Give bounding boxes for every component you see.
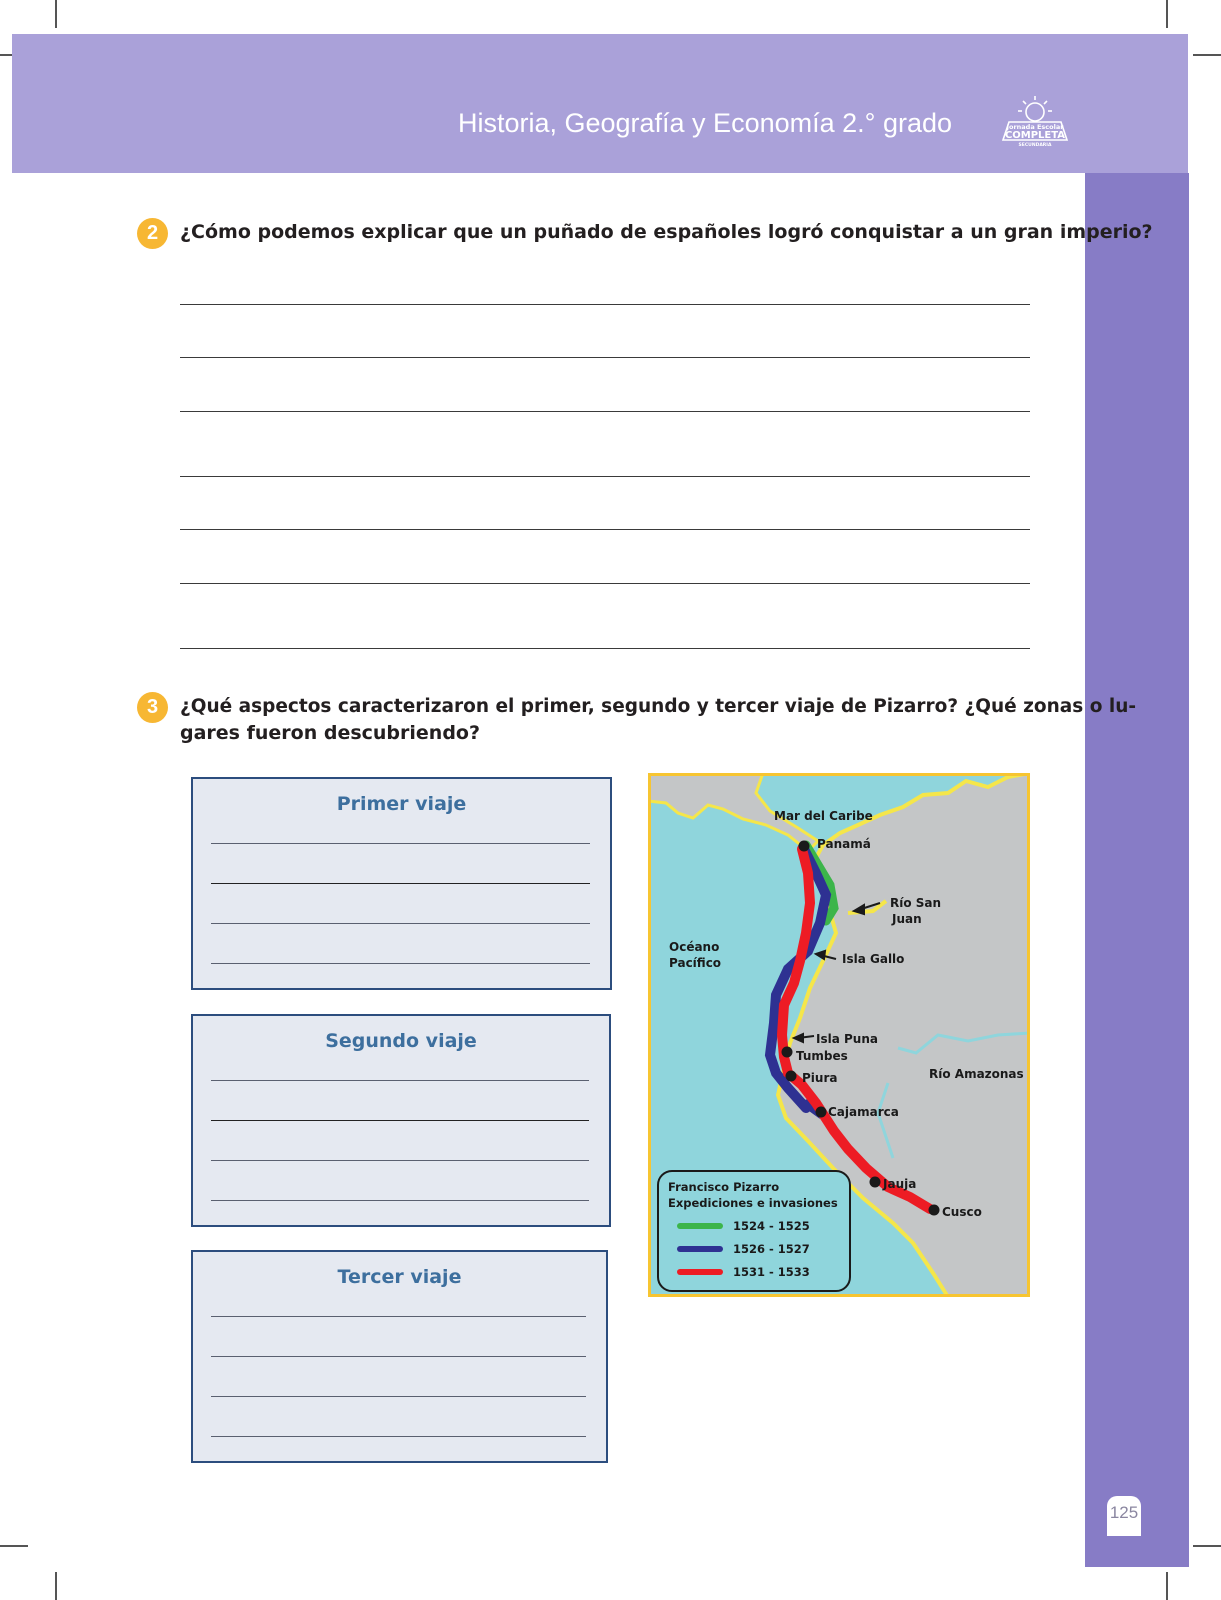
question-text-line-2: gares fueron descubriendo?	[180, 722, 481, 744]
answer-line[interactable]	[211, 1080, 589, 1081]
crop-mark	[1166, 0, 1168, 28]
svg-text:Jornada Escolar: Jornada Escolar	[1006, 123, 1064, 131]
legend-label: 1531 - 1533	[733, 1265, 810, 1279]
cajamarca-marker	[816, 1107, 827, 1118]
label-mar-caribe: Mar del Caribe	[774, 809, 873, 823]
answer-line[interactable]	[211, 1356, 586, 1357]
question-number: 3	[137, 692, 168, 723]
label-isla-puna: Isla Puna	[816, 1032, 878, 1046]
answer-line[interactable]	[211, 1436, 586, 1437]
answer-line[interactable]	[180, 529, 1030, 530]
label-rio-san-juan: Juan	[892, 912, 922, 926]
answer-line[interactable]	[211, 883, 590, 884]
crop-mark	[1166, 1572, 1168, 1600]
answer-line[interactable]	[180, 476, 1030, 477]
piura-marker	[786, 1071, 797, 1082]
legend-label: 1524 - 1525	[733, 1219, 810, 1233]
legend-subtitle: Expediciones e invasiones	[668, 1196, 838, 1210]
svg-text:COMPLETA: COMPLETA	[1004, 130, 1066, 141]
jornada-escolar-completa-logo	[995, 94, 1075, 152]
crop-mark	[0, 1545, 28, 1547]
label-piura: Piura	[802, 1071, 838, 1085]
answer-line[interactable]	[211, 1316, 586, 1317]
crop-mark	[1193, 1545, 1221, 1547]
second-trip-box	[191, 1014, 611, 1227]
answer-line[interactable]	[180, 648, 1030, 649]
jauja-marker	[870, 1177, 881, 1188]
label-oceano-pacifico: Pacífico	[669, 956, 722, 970]
page-number: 125	[1107, 1496, 1141, 1536]
label-rio-amazonas: Río Amazonas	[929, 1067, 1024, 1081]
legend-label: 1526 - 1527	[733, 1242, 810, 1256]
label-cajamarca: Cajamarca	[828, 1105, 899, 1119]
first-trip-title: Primer viaje	[336, 793, 467, 815]
map-legend	[658, 1171, 850, 1291]
label-isla-gallo: Isla Gallo	[842, 952, 905, 966]
label-tumbes: Tumbes	[796, 1049, 848, 1063]
label-oceano-pacifico: Océano	[669, 940, 720, 954]
side-bar	[1085, 173, 1189, 1567]
label-rio-san-juan: Río San	[890, 896, 942, 910]
third-trip-title: Tercer viaje	[337, 1266, 462, 1288]
svg-text:SECUNDARIA: SECUNDARIA	[1018, 143, 1052, 148]
panama-marker	[799, 841, 810, 852]
label-cusco: Cusco	[942, 1205, 982, 1219]
tumbes-marker	[782, 1047, 793, 1058]
second-trip-title: Segundo viaje	[325, 1030, 477, 1052]
label-jauja: Jauja	[883, 1177, 917, 1191]
cusco-marker	[929, 1205, 940, 1216]
answer-line[interactable]	[180, 304, 1030, 305]
answer-line[interactable]	[180, 583, 1030, 584]
crop-mark	[55, 0, 57, 28]
answer-line[interactable]	[211, 963, 590, 964]
pizarro-expeditions-map	[648, 773, 1030, 1297]
third-trip-box	[191, 1250, 608, 1463]
answer-line[interactable]	[211, 1396, 586, 1397]
label-panama: Panamá	[817, 837, 871, 851]
first-trip-box	[191, 777, 612, 990]
question-text-line-1: ¿Qué aspectos caracterizaron el primer, segundo y tercer viaje de Pizarro? ¿Qué zonas o lu-	[180, 696, 1137, 717]
answer-line[interactable]	[180, 357, 1030, 358]
answer-line[interactable]	[211, 843, 590, 844]
answer-line[interactable]	[211, 923, 590, 924]
answer-line[interactable]	[211, 1120, 589, 1121]
header-title: Historia, Geografía y Economía 2.° grado	[457, 108, 952, 138]
answer-line[interactable]	[180, 411, 1030, 412]
legend-title: Francisco Pizarro	[668, 1180, 780, 1194]
question-number: 2	[137, 218, 168, 249]
crop-mark	[1193, 54, 1221, 56]
answer-line[interactable]	[211, 1200, 589, 1201]
crop-mark	[55, 1572, 57, 1600]
answer-line[interactable]	[211, 1160, 589, 1161]
question-text: ¿Cómo podemos explicar que un puñado de españoles logró conquistar a un gran imperio?	[180, 221, 1153, 243]
